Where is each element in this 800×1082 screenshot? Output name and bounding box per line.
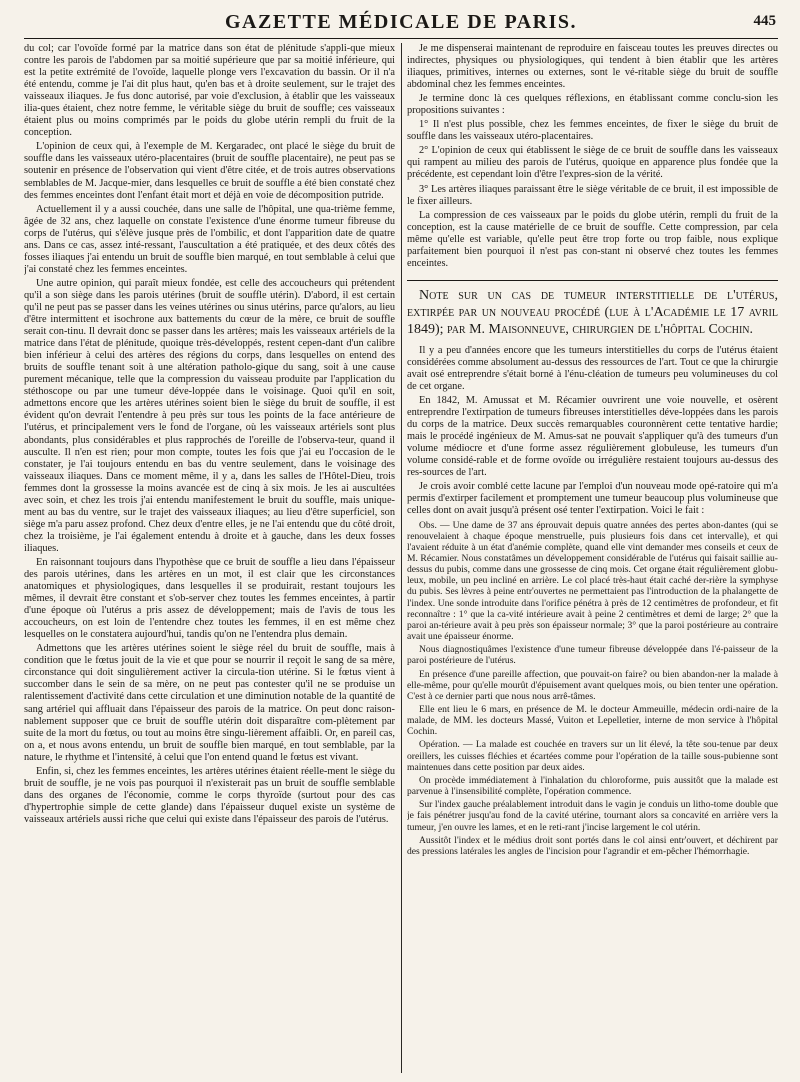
article-title: Note sur un cas de tumeur interstitielle de l'utérus, extirpée par un nouveau procédé (lue à l'Académie le 17 avril 1849); par M. Maisonneuve, chirurgien de l'hôpital Cochin. [407, 287, 778, 337]
paragraph: En raisonnant toujours dans l'hypothèse que ce bruit de souffle a lieu dans l'épaisseur des parois utérines, dans les artères en un mot, il est clair que les circonstances anatomiques et physiologiques, dans lesquelles il se produirait, restant toujours les mêmes, il devrait être constant et s'ob-server chez toutes les femmes enceintes, à partir d'une époque où l'utérus a pris assez de développement; mais de l'avis de tous les accoucheurs, on est loin de l'entendre chez toutes les femmes, il en est même chez lesquelles on le constatera aujourd'hui, tandis qu'on ne l'entendra plus demain. [24, 556, 395, 641]
paragraph: Je crois avoir comblé cette lacune par l'emploi d'un nouveau mode opé-ratoire qui m'a permis d'extirper facilement et promptement une tumeur beaucoup plus volumineuse que celles dont on avait jusqu'à présent osé tenter l'extirpation. Voici le fait : [407, 481, 778, 517]
paragraph: L'opinion de ceux qui, à l'exemple de M. Kergaradec, ont placé le siège du bruit de souffle dans les vaisseaux utéro-placentaires (bruit de souffle placentaire), ne peut pas se soutenir en présence de l'observation qui vient d'être citée, et de trois autres observations semblables de M. Jacque-mier, dans lesquelles ce bruit de souffle a été bien constaté chez des femmes enceintes dont l'enfant était mort et déjà en voie de décomposition putride. [24, 141, 395, 201]
observation-paragraph: Aussitôt l'index et le médius droit sont portés dans le col ainsi entr'ouvert, et déchirent par des pressions latérales les angles de l'incision pour l'agrandir et em-pêcher l'hémorrhagie. [407, 834, 778, 857]
paragraph: Je termine donc là ces quelques réflexions, en établissant comme conclu-sion les propositions suivantes : [407, 93, 778, 117]
publication-title: GAZETTE MÉDICALE DE PARIS. [224, 11, 578, 33]
observation-paragraph: Elle ent lieu le 6 mars, en présence de M. le docteur Ammeuille, médecin ordi-naire de la malade, de MM. les docteurs Massé, Vuiton et Lepelletier, interne de mon service à l'hôpital Cochin. [407, 704, 778, 738]
paragraph: La compression de ces vaisseaux par le poids du globe utérin, rempli du fruit de la conception, est la cause matérielle de ce bruit de souffle. Cette compression, par cela même qu'elle est variable, qu'elle peut être trop forte ou trop faible, nous explique parfaitement bien pourquoi il n'est pas con-stant ni observé chez toutes les femmes enceintes. [407, 209, 778, 269]
paragraph: Je me dispenserai maintenant de reproduire en faisceau toutes les preuves directes ou indirectes, physiques ou physiologiques, qui tendent à bien établir que les artères iliaques, primitives, internes ou externes, sont le vé-ritable siège du bruit de souffle abdominal chez les femmes enceintes. [407, 43, 778, 91]
observation-paragraph: Obs. — Une dame de 37 ans éprouvait depuis quatre années des pertes abon-dantes (qui se renouvelaient à chaque époque menstruelle, puis plusieurs fois dans cet intervalle), et qui l'avaient réduite à un état d'anémie complète, quand elle vint demander mes conseils et ceux de M. Récamier. Nous constatâmes un développement considérable de l'utérus qui faisait saillie au-dessus du pubis, comme dans une grossesse de cinq mois. Cet organe était régulièrement globu-leux, mobile, un peu incliné en arrière. Le col placé très-haut était caché der-rière la symphyse du pubis. Ses lèvres à peine entr'ouvertes ne permettaient pas l'introduction de la phalangette de l'index. Une sonde introduite dans l'orifice pénétra à près de 12 centimètres de profondeur, et fit reconnaître : 1° que la ca-vité intérieure avait à peine 2 centimètres et demi de large; 2° que la paroi an-térieure avait à peu près son épaisseur normale; 3° que la paroi postérieure au contraire avait une épaisseur énorme. [407, 519, 778, 643]
paragraph: Une autre opinion, qui paraît mieux fondée, est celle des accoucheurs qui prétendent qu'il a son siège dans les parois utérines (bruit de souffle utérin). D'abord, il est certain qu'il ne peut pas se passer dans les veines utérines ou sinus utérins, parce qu'alors, au lieu d'être intermittent et isochrone aux battements du cœur de la mère, ce bruit de souffle serait con-tinu. Il devrait donc se passer dans les artères; mais les vaisseaux artériels de la matrice dans l'état de plénitude, quoique très-développés, restent cepen-dant d'un calibre bien inférieur à celui des artères des régions du corps, dans lesquelles on entend des bruits de souffle tenant soit à une altération patholo-gique du sang, soit à une cause purement mécanique, telle que la compression du vaisseau produite par l'application du stéthoscope ou par une tumeur déve-loppée dans le voisinage. Quoi qu'il en soit, admettons encore que les artères utérines soient bien le siège du bruit de souffle, il est évident qu'on devrait l'entendre à peu près sur tous les points de la face antérieure de l'utérus, et principalement vers le fond de l'organe, où les vaisseaux artériels sont plus abondants, plus considérables et plus rapprochés de l'oreille de l'observa-teur, quand il ausculte. Il n'en est rien; pour mon compte, toutes les fois que j'ai eu l'occasion de le constater, je l'ai toujours entendu en bas du ventre seulement, dans le voisinage des vaisseaux iliaques. Dans ce moment même, il y a, dans les salles de l'Hôtel-Dieu, trois femmes dont la grossesse la moins avancée est de cinq à six mois. Je les ai auscultées avec soin, et chez les trois j'ai entendu manifestement le bruit du souffle, mais unique-ment au bas du ventre, sur le trajet des vaisseaux iliaques; au lieu d'être superficiel, son siège m'a paru assez profond. Chez deux d'entre elles, je ne l'ai entendu que du côté droit, chez la troisième, je l'ai également entendu à droite et à gauche, dans les deux fosses iliaques. [24, 277, 395, 554]
two-column-body [24, 43, 778, 1073]
conclusion-item: 1° Il n'est plus possible, chez les femmes enceintes, de fixer le siège du bruit de souffle dans les vaisseaux utéro-placentaires. [407, 119, 778, 143]
paragraph: Enfin, si, chez les femmes enceintes, les artères utérines étaient réelle-ment le siège du bruit de souffle, je ne vois pas pourquoi il n'existerait pas un bruit de souffle semblable dans des organes de l'économie, comme le corps thyroïde (surtout pour des cas d'hypertrophie simple de cette glande) dans l'épaisseur duquel existe un système de vaisseaux artériels aussi riche que celui qui existe dans l'épaisseur des parois de l'utérus. [24, 765, 395, 825]
left-column [24, 43, 395, 1073]
column-rule [401, 43, 402, 1073]
paragraph: En 1842, M. Amussat et M. Récamier ouvrirent une voie nouvelle, et osèrent entreprendre l'extirpation de tumeurs fibreuses interstitielles déve-loppées dans les parois du corps de la matrice. Deux succès remarquables couronnèrent cette tentative hardie; mais le procédé ingénieux de M. Amus-sat ne pouvait s'appliquer qu'à des tumeurs d'un volume médiocre et d'une forme assez régulièrement globuleuse, les tumeurs d'un volume considé-rable et de forme ovoïde ou irrégulière restaient toujours au-dessus des res-sources de l'art. [407, 395, 778, 479]
page-number: 445 [753, 13, 776, 29]
conclusion-item: 3° Les artères iliaques paraissant être le siège véritable de ce bruit, il est impossible de le fixer ailleurs. [407, 183, 778, 207]
paragraph: du col; car l'ovoïde formé par la matrice dans son état de plénitude s'appli-que mieux contre les parois de l'abdomen par sa moitié supérieure que par sa moitié inférieure, qui est la petite extrémité de l'ovoïde, laquelle plonge vers l'excavation du bassin. Or il n'a été entendu, comme je l'ai dit plus haut, qu'en bas et à droite seulement, sur le trajet des vaisseaux iliaques. Je fus donc autorisé, par voie d'exclusion, à établir que les vaisseaux ilia-ques étaient, chez notre femme, le véritable siège du bruit de souffle; ces vaisseaux étaient plus ou moins comprimés par le poids du globe utérin rempli du fruit de la conception. [24, 43, 395, 139]
running-header [24, 8, 778, 39]
paragraph: Admettons que les artères utérines soient le siège réel du bruit de souffle, mais à condition que le fœtus jouit de la vie et que pour se nourrir il reçoit le sang de sa mère, circonstance qui doit singulièrement activer la circula-tion utérine. Si le fœtus vient à succomber dans le sein de sa mère, on ne peut pas contester qu'il ne se produise un ralentissement d'activité dans cette circulation et une diminution notable de la quantité de sang artériel qui affluait dans l'épaisseur des parois de la matrice. On peut donc raison-nablement supposer que ce bruit de souffle utérin doit disparaître com-plètement par suite de la mort du fœtus, ou tout au moins être singu-lièrement affaibli. Or, en pareil cas, on a, et nous avons entendu, un bruit de souffle bien marqué, en tout semblable, par la nature, le rhythme et l'intensité, à celui que l'on entend quand le fœtus est vivant. [24, 643, 395, 763]
observation-paragraph: Sur l'index gauche préalablement introduit dans le vagin je conduis un litho-tome double que je fais pénétrer jusqu'au fond de la cavité utérine, tournant alors sa concavité en arrière vers la tumeur, j'en ouvre les lames, et en le reti-rant j'incise largement le col utérin. [407, 799, 778, 833]
observation-paragraph: Opération. — La malade est couchée en travers sur un lit élevé, la tête sou-tenue par deux oreillers, les cuisses fléchies et écartées comme pour l'opération de la taille sous-pubienne sont maintenues dans cette position par deux aides. [407, 739, 778, 773]
right-column [407, 43, 778, 1073]
observation-paragraph: Nous diagnostiquâmes l'existence d'une tumeur fibreuse développée dans l'é-paisseur de la paroi postérieure de l'utérus. [407, 644, 778, 667]
article-heading [407, 280, 778, 338]
paragraph: Actuellement il y a aussi couchée, dans une salle de l'hôpital, une qua-trième femme, âgée de 32 ans, chez laquelle on constate l'existence d'une énorme tumeur fibreuse du corps de l'utérus, qui s'élève jusque près de l'ombilic, et dont l'apparition date de quatre ans. Dans ce cas, assez inté-ressant, l'auscultation a été pratiquée, et des deux côtés des fosses iliaques j'ai entendu un bruit de souffle bien marqué, en tout semblable à celui que j'ai constaté chez les femmes enceintes. [24, 203, 395, 275]
observation-paragraph: En présence d'une pareille affection, que pouvait-on faire? ou bien abandon-ner la malade à elle-même, pour qu'elle mourût d'épuisement avant quelques mois, ou bien tenter une opération. C'est à ce dernier parti que nous nous arrê-tâmes. [407, 668, 778, 702]
paragraph: Il y a peu d'années encore que les tumeurs interstitielles du corps de l'utérus étaient considérées comme absolument au-dessus des ressources de l'art. Tout ce que la chirurgie avait osé entreprendre s'était borné à l'énu-cléation de tumeurs peu volumineuses du col de cet organe. [407, 344, 778, 392]
observation-paragraph: On procède immédiatement à l'inhalation du chloroforme, puis aussitôt que la malade est parvenue à l'insensibilité complète, l'opération commence. [407, 774, 778, 798]
conclusion-item: 2° L'opinion de ceux qui établissent le siège de ce bruit de souffle dans les vaisseaux qui rampent au milieu des parois de l'utérus, quoique en apparence plus fondée que la précédente, est cependant loin d'être l'expres-sion de la vérité. [407, 145, 778, 181]
